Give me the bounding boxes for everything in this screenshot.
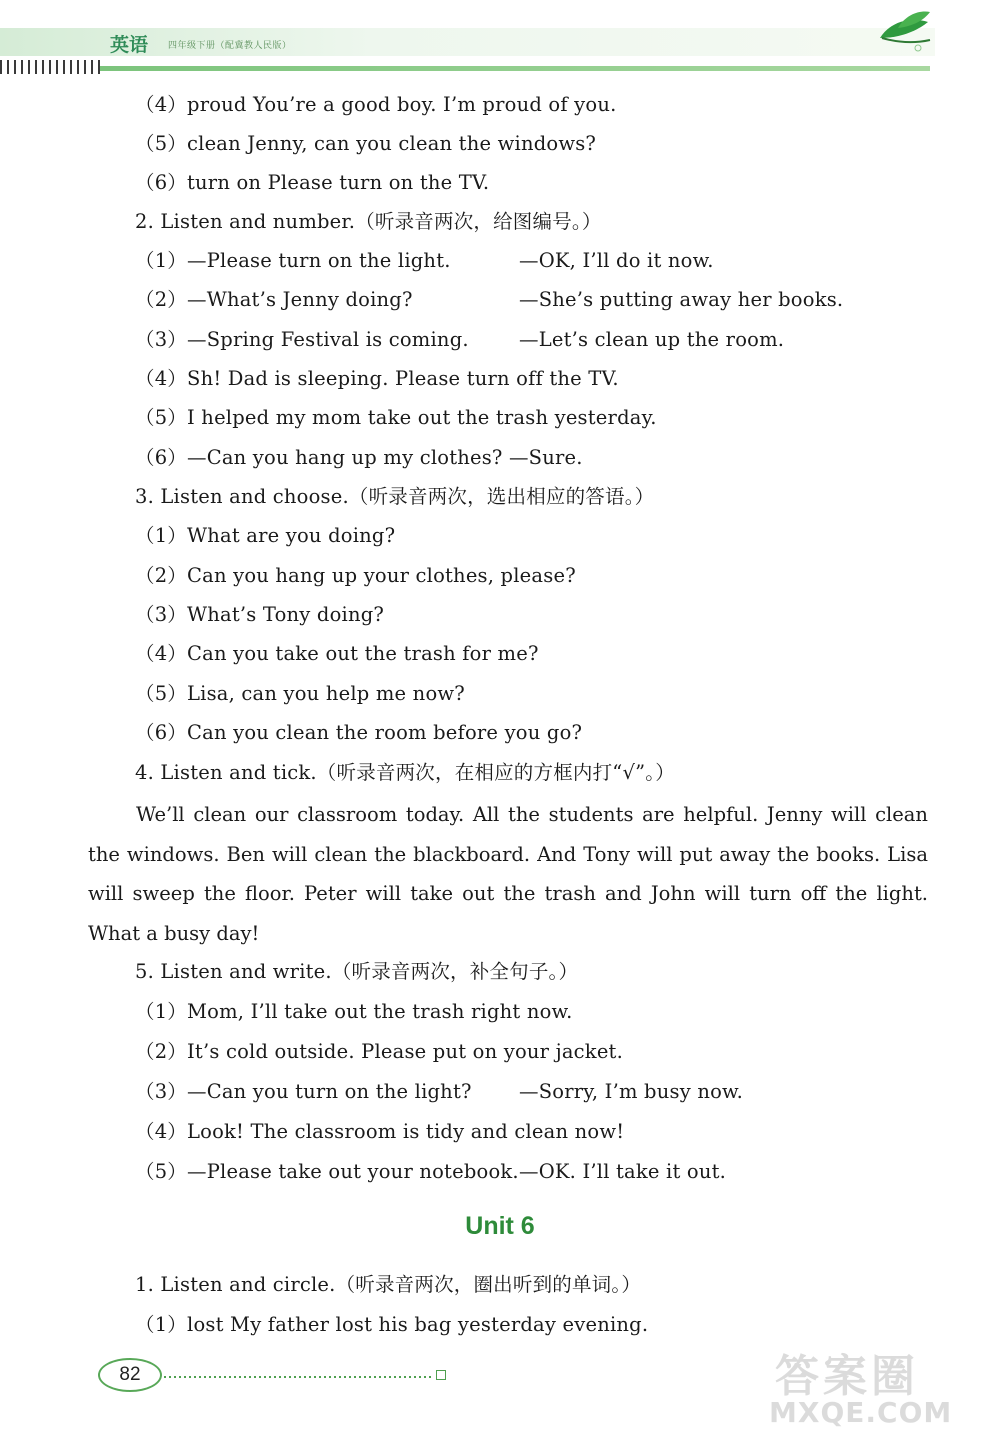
- line-1-6: （6）turn on Please turn on the TV.: [135, 171, 490, 194]
- section-2-heading: 2. Listen and number.（听录音两次，给图编号。）: [135, 210, 602, 233]
- page-header: [0, 0, 1000, 80]
- watermark-line1: 答案圈: [775, 1351, 919, 1402]
- line-2-2-response: —She’s putting away her books.: [519, 288, 844, 311]
- line-5-3: （3）—Can you turn on the light? —Sorry, I’m busy now.: [135, 1080, 743, 1103]
- line-3-2: （2）Can you hang up your clothes, please?: [135, 564, 576, 587]
- line-3-1: （1）What are you doing?: [135, 524, 396, 547]
- header-tick-marks: [0, 60, 100, 74]
- line-1-4: （4）proud You’re a good boy. I’m proud of you.: [135, 93, 617, 116]
- section-4-heading: 4. Listen and tick.（听录音两次，在相应的方框内打“√”。）: [135, 761, 675, 784]
- line-5-4: （4）Look! The classroom is tidy and clean now!: [135, 1120, 625, 1143]
- line-2-1-response: —OK, I’ll do it now.: [519, 249, 714, 272]
- watermark-line2: MXQE.COM: [769, 1396, 953, 1429]
- header-subtitle: 四年级下册（配冀教人民版）: [168, 41, 292, 51]
- line-2-6: （6）—Can you hang up my clothes? —Sure.: [135, 446, 583, 469]
- line-5-5: （5）—Please take out your notebook. —OK. I’ll take it out.: [135, 1160, 727, 1183]
- unit6-section-1-heading: 1. Listen and circle.（听录音两次，圈出听到的单词。）: [135, 1273, 642, 1296]
- watermark: [755, 1340, 995, 1438]
- leaf-icon: [876, 8, 934, 58]
- section-5-heading: 5. Listen and write.（听录音两次，补全句子。）: [135, 960, 579, 983]
- section-3-heading: 3. Listen and choose.（听录音两次，选出相应的答语。）: [135, 485, 655, 508]
- line-2-2: （2）—What’s Jenny doing? —She’s putting away her books.: [135, 288, 844, 311]
- line-2-5: （5）I helped my mom take out the trash yesterday.: [135, 406, 657, 429]
- line-5-5-response: —OK. I’ll take it out.: [519, 1160, 727, 1183]
- header-subject: 英语: [110, 34, 149, 56]
- line-5-3-response: —Sorry, I’m busy now.: [519, 1080, 743, 1103]
- line-5-2: （2）It’s cold outside. Please put on your jacket.: [135, 1040, 623, 1063]
- footer-square-icon: [436, 1370, 446, 1380]
- line-2-3-response: —Let’s clean up the room.: [519, 328, 785, 351]
- header-rule: [100, 66, 930, 71]
- line-2-3: （3）—Spring Festival is coming. —Let’s clean up the room.: [135, 328, 785, 351]
- footer-dotted-rule: [164, 1376, 434, 1378]
- line-3-6: （6）Can you clean the room before you go?: [135, 721, 583, 744]
- line-1-5: （5）clean Jenny, can you clean the windows?: [135, 132, 597, 155]
- line-2-4: （4）Sh! Dad is sleeping. Please turn off the TV.: [135, 367, 619, 390]
- listening-paragraph: We’ll clean our classroom today. All the students are helpful. Jenny will clean the windows. Ben will clean the blackboard. And Tony will put away the books. Lisa will sweep the floor. Peter will take out the trash and John will turn off the light. What a busy day!: [88, 803, 928, 945]
- line-2-1: （1）—Please turn on the light. —OK, I’ll do it now.: [135, 249, 714, 272]
- line-5-1: （1）Mom, I’ll take out the trash right now.: [135, 1000, 573, 1023]
- line-3-4: （4）Can you take out the trash for me?: [135, 642, 539, 665]
- unit-title: Unit 6: [465, 1212, 535, 1240]
- unit6-line-1-1: （1）lost My father lost his bag yesterday evening.: [135, 1313, 649, 1336]
- line-3-3: （3）What’s Tony doing?: [135, 603, 385, 626]
- line-3-5: （5）Lisa, can you help me now?: [135, 682, 465, 705]
- page-number: 82: [98, 1358, 162, 1392]
